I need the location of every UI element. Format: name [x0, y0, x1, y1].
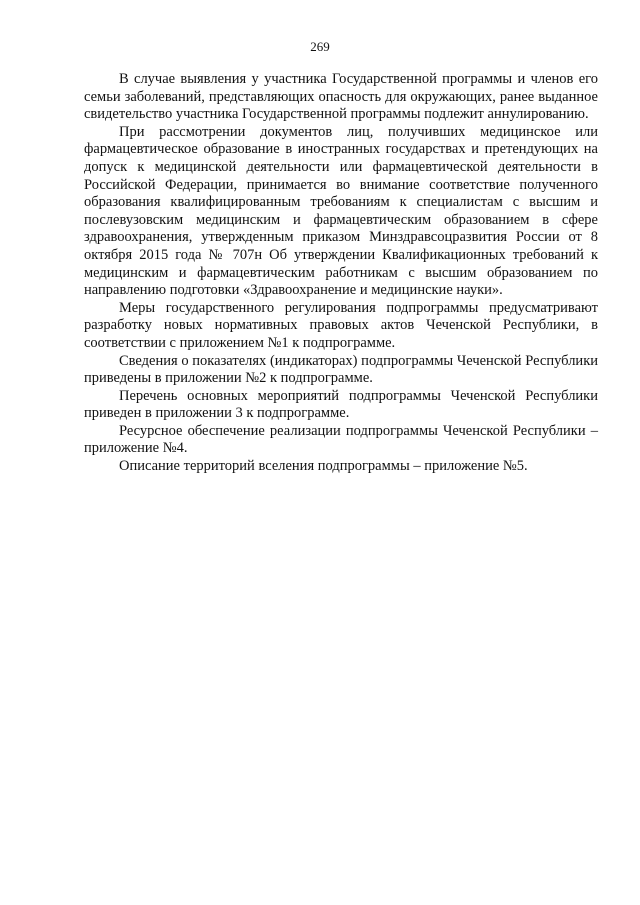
paragraph-main-activities: Перечень основных мероприятий подпрограммы Чеченской Республики приведен в приложении 3 к подпрограмме. — [84, 387, 598, 422]
paragraph-indicators: Сведения о показателях (индикаторах) подпрограммы Чеченской Республики приведены в приложении №2 к подпрограмме. — [84, 352, 598, 387]
paragraph-certificate-annulment: В случае выявления у участника Государственной программы и членов его семьи заболеваний, представляющих опасность для окружающих, ранее выданное свидетельство участника Государственной программы подлежит аннулированию. — [84, 71, 598, 123]
document-body — [84, 71, 598, 476]
paragraph-territories: Описание территорий вселения подпрограммы – приложение №5. — [119, 458, 528, 475]
paragraph-resource-support: Ресурсное обеспечение реализации подпрограммы Чеченской Республики – приложение №4. — [84, 422, 598, 457]
paragraph-foreign-education: При рассмотрении документов лиц, получивших медицинское или фармацевтическое образование в иностранных государствах и претендующих на допуск к медицинской деятельности или фармацевтической деятельности в Российской Федерации, принимается во внимание соответствие полученного образования квалифицированным требованиям к специалистам с высшим и послевузовским медицинским и фармацевтическим образованием в сфере здравоохранения, утвержденным приказом Минздравсоцразвития России от 8 октября 2015 года № 707н Об утверждении Квалификационных требований к медицинским и фармацевтическим работникам с высшим образованием по направлению подготовки «Здравоохранение и медицинские науки». — [84, 123, 598, 299]
page-number: 269 — [310, 39, 330, 54]
paragraph-regulation-measures: Меры государственного регулирования подпрограммы предусматривают разработку новых нормативных правовых актов Чеченской Республики, в соответствии с приложением №1 к подпрограмме. — [84, 299, 598, 351]
